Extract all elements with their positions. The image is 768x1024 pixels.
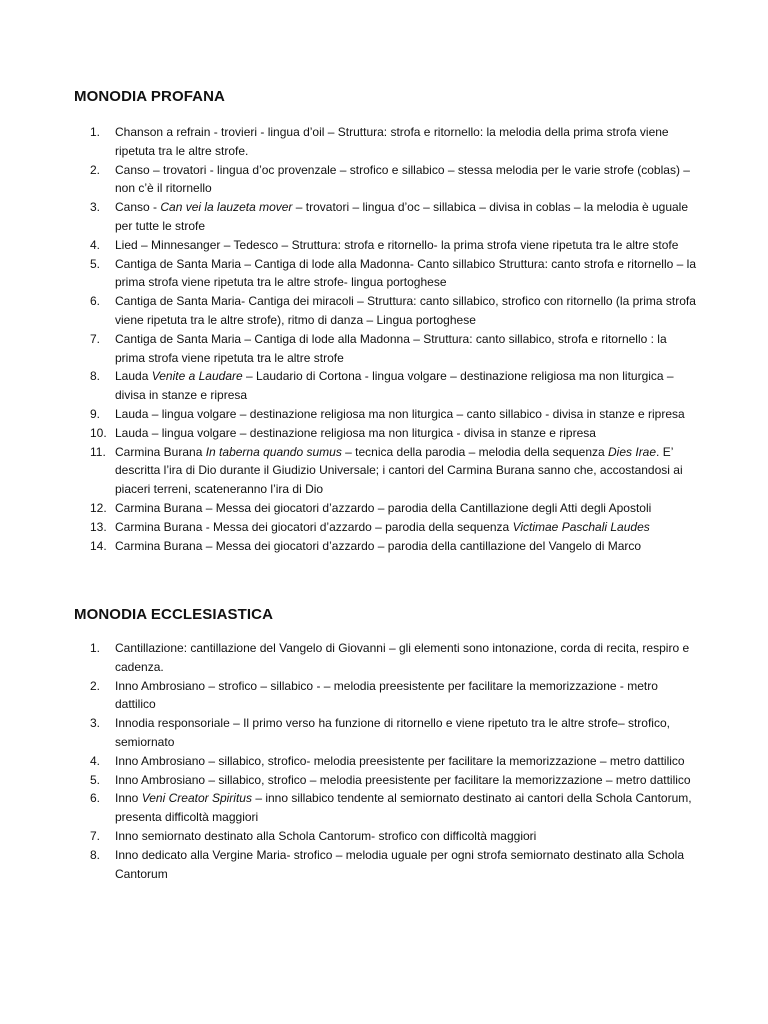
item-text: Cantillazione: cantillazione del Vangelo di Giovanni – gli elementi sono intonazione, corda di recita, respiro e cadenza. (115, 641, 690, 674)
list-monodia-ecclesiastica (0, 639, 768, 883)
list-item (0, 405, 768, 424)
item-number: 4. (90, 753, 101, 768)
item-number: 3. (90, 716, 101, 731)
item-text-pre: Carmina Burana (115, 444, 206, 459)
item-number: 14. (90, 538, 107, 553)
list-item (0, 537, 768, 556)
list-item (0, 255, 768, 293)
list-item (0, 443, 768, 499)
item-text: Lauda – lingua volgare – destinazione religiosa ma non liturgica – canto sillabico - divisa in stanze e ripresa (115, 406, 685, 421)
item-text-italic: Victimae Paschali Laudes (512, 519, 650, 534)
item-number: 11. (90, 444, 106, 459)
item-text: Inno Ambrosiano – sillabico, strofico- melodia preesistente per facilitare la memorizzazione – metro dattilico (115, 753, 685, 768)
list-item (0, 123, 768, 161)
item-number: 4. (90, 237, 101, 252)
list-item (0, 518, 768, 537)
item-text-post-2: . E’ descritta l’ira di Dio durante il Giudizio Universale; i cantori del Carmina Burana sanno che, accostandosi ai piaceri terreni, scateneranno l’ira di Dio (115, 444, 683, 497)
item-text: Lied – Minnesanger – Tedesco – Struttura: strofa e ritornello- la prima strofa viene ripetuta tra le altre stofe (115, 237, 679, 252)
item-text-italic: In taberna quando sumus (205, 444, 342, 459)
item-text-italic: Venite a Laudare (151, 369, 243, 384)
item-text: Chanson a refrain - trovieri - lingua d’oil – Struttura: strofa e ritornello: la melodia della prima strofa viene ripetuta tra le altre strofe. (115, 125, 669, 158)
item-number: 7. (90, 828, 101, 843)
list-item (0, 367, 768, 405)
list-item (0, 827, 768, 846)
item-text (115, 443, 696, 499)
list-item (0, 714, 768, 752)
item-number: 8. (90, 847, 101, 862)
item-text (115, 518, 696, 537)
item-number: 2. (90, 162, 101, 177)
item-text: Cantiga de Santa Maria- Cantiga dei miracoli – Struttura: canto sillabico, strofico con ritornello (la prima strofa viene ripetuta tra le altre strofe), ritmo di danza – Lingua portoghese (115, 294, 696, 327)
list-item (0, 198, 768, 236)
item-text (115, 367, 696, 405)
item-number: 1. (90, 125, 101, 139)
list-item (0, 639, 768, 677)
item-text: Carmina Burana – Messa dei giocatori d’azzardo – parodia della Cantillazione degli Atti degli Apostoli (115, 500, 652, 515)
section-title-monodia-profana: MONODIA PROFANA (74, 88, 225, 105)
item-text: Canso – trovatori - lingua d’oc provenzale – strofico e sillabico – stessa melodia per le varie strofe (coblas) – non c’è il ritornello (115, 162, 690, 196)
item-text-italic-2: Dies Irae (608, 444, 657, 459)
list-monodia-profana (0, 123, 768, 555)
item-text-pre: Lauda (115, 369, 152, 384)
list-item (0, 752, 768, 771)
item-number: 9. (90, 406, 101, 421)
item-text: Inno Ambrosiano – sillabico, strofico – melodia preesistente per facilitare la memorizzazione – metro dattilico (115, 772, 691, 787)
list-item (0, 789, 768, 827)
item-number: 1. (90, 641, 101, 655)
item-text: Innodia responsoriale – Il primo verso ha funzione di ritornello e viene ripetuto tra le altre strofe– strofico, semiornato (115, 716, 670, 749)
item-number: 8. (90, 369, 101, 384)
item-text-post: – trovatori – lingua d’oc – sillabica – divisa in coblas – la melodia è uguale per tutte le strofe (115, 200, 689, 233)
item-text-pre: Carmina Burana - Messa dei giocatori d’azzardo – parodia della sequenza (115, 519, 513, 534)
list-item (0, 292, 768, 330)
item-text: Lauda – lingua volgare – destinazione religiosa ma non liturgica - divisa in stanze e ripresa (115, 425, 596, 440)
item-number: 10. (90, 425, 107, 440)
list-item (0, 330, 768, 368)
list-item (0, 771, 768, 790)
item-text (115, 198, 696, 236)
item-number: 6. (90, 294, 101, 309)
item-text-pre: Inno (115, 791, 142, 806)
item-text: Inno semiornato destinato alla Schola Cantorum- strofico con difficoltà maggiori (115, 828, 537, 843)
list-item (0, 846, 768, 884)
item-text-post: – Laudario di Cortona - lingua volgare – destinazione religiosa ma non liturgica – divisa in stanze e ripresa (115, 369, 674, 403)
list-item (0, 677, 768, 715)
item-text-post: – inno sillabico tendente al semiornato destinato ai cantori della Schola Cantorum, presenta difficoltà maggiori (115, 791, 692, 825)
item-text: Carmina Burana – Messa dei giocatori d’azzardo – parodia della cantillazione del Vangelo di Marco (115, 538, 642, 553)
item-number: 12. (90, 500, 107, 515)
item-text-post: – tecnica della parodia – melodia della sequenza (341, 444, 609, 459)
item-number: 5. (90, 772, 101, 787)
item-text-pre: Canso - (115, 200, 161, 215)
item-number: 6. (90, 791, 101, 806)
item-number: 2. (90, 678, 101, 693)
item-number: 3. (90, 200, 101, 215)
item-text: Cantiga de Santa Maria – Cantiga di lode alla Madonna- Canto sillabico Struttura: canto strofa e ritornello – la prima strofa viene ripetuta tra le altre strofe- lingua portoghese (115, 256, 696, 290)
item-text: Inno dedicato alla Vergine Maria- strofico – melodia uguale per ogni strofa semiornato destinato alla Schola Cantorum (115, 847, 685, 881)
list-item (0, 161, 768, 199)
item-text (115, 789, 696, 827)
list-item (0, 499, 768, 518)
item-text: Inno Ambrosiano – strofico – sillabico - – melodia preesistente per facilitare la memorizzazione - metro dattilico (115, 678, 658, 712)
item-number: 7. (90, 331, 101, 346)
item-text-italic: Can vei la lauzeta mover (160, 200, 293, 215)
section-title-monodia-ecclesiastica: MONODIA ECCLESIASTICA (74, 606, 274, 623)
item-number: 5. (90, 256, 101, 271)
item-text: Cantiga de Santa Maria – Cantiga di lode alla Madonna – Struttura: canto sillabico, strofa e ritornello : la prima strofa viene ripetuta tra le altre strofe (115, 331, 667, 365)
item-text-italic: Veni Creator Spiritus (141, 791, 252, 806)
item-number: 13. (90, 519, 107, 534)
list-item (0, 424, 768, 443)
list-item (0, 236, 768, 255)
